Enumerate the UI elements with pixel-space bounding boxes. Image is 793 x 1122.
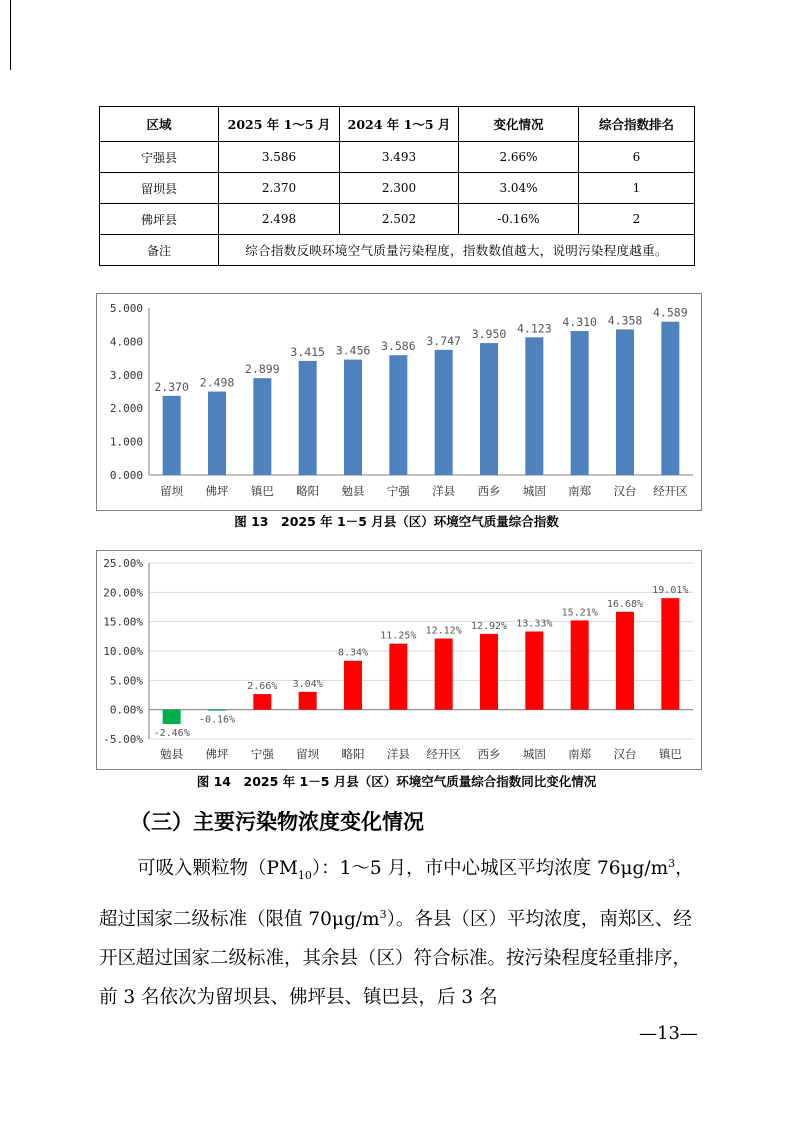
y-tick-label: 5.00% — [109, 674, 143, 688]
y-tick-label: 25.00% — [103, 557, 143, 570]
unit-superscript: 3 — [668, 857, 676, 870]
data-label: 4.123 — [517, 321, 552, 336]
bar — [571, 620, 589, 709]
table-row — [100, 142, 695, 173]
paragraph-rest: ）。各县（区）平均浓度，南郑区、经开区超过国家二级标准，其余县（区）符合标准。按污染程度轻重排序，前 3 名依次为留坝县、佛坪县、镇巴县，后 3 名 — [99, 909, 692, 1008]
x-tick-label: 镇巴 — [250, 484, 274, 498]
x-tick-label: 汉台 — [613, 484, 637, 498]
data-label: -0.16% — [198, 714, 236, 726]
data-label: 3.950 — [471, 327, 507, 342]
paragraph-mid2: ，超过国家二级标准（限值 70μg/m — [99, 858, 694, 930]
header-2025: 2025 年 1～5 月 — [219, 107, 340, 142]
header-change: 变化情况 — [459, 107, 579, 142]
data-label: 2.498 — [199, 375, 235, 390]
composite-index-chart — [96, 293, 702, 511]
x-tick-label: 佛坪 — [205, 484, 229, 498]
y-tick-label: 15.00% — [103, 615, 143, 629]
data-label: 4.310 — [562, 315, 597, 330]
figure-14-caption: 图 14 2025 年 1－5 月县（区）环境空气质量综合指数同比变化情况 — [196, 774, 597, 789]
cell-2025: 2.370 — [219, 173, 340, 204]
bar — [163, 710, 181, 724]
x-tick-label: 西乡 — [477, 484, 501, 498]
data-label: 2.66% — [247, 681, 278, 693]
paragraph-lead: 可吸入颗粒物（PM — [137, 858, 298, 880]
x-tick-label: 留坝 — [296, 747, 320, 761]
y-tick-label: 10.00% — [103, 645, 143, 658]
cell-region: 佛坪县 — [100, 204, 219, 235]
x-tick-label: 汉台 — [613, 747, 637, 761]
pm-subscript: 10 — [297, 868, 312, 882]
bar — [344, 661, 362, 710]
bar — [616, 612, 634, 710]
cell-2024: 2.300 — [340, 173, 459, 204]
x-tick-label: 洋县 — [432, 484, 456, 498]
y-tick-label: 5.000 — [109, 302, 143, 315]
crop-mark — [10, 0, 11, 70]
yoy-change-chart — [96, 550, 702, 770]
x-tick-label: 南郑 — [568, 747, 592, 761]
table-row — [100, 173, 695, 204]
data-label: 12.12% — [425, 625, 462, 637]
bar — [163, 396, 181, 475]
data-label: 4.358 — [607, 313, 643, 328]
bar — [661, 322, 679, 475]
bar — [389, 355, 407, 475]
x-tick-label: 经开区 — [653, 484, 688, 498]
air-quality-table — [99, 106, 695, 266]
y-tick-label: 1.000 — [109, 435, 143, 449]
header-2024: 2024 年 1～5 月 — [340, 107, 459, 142]
composite-index-chart-svg — [97, 294, 701, 510]
bar — [435, 639, 453, 710]
cell-2025: 2.498 — [219, 204, 340, 235]
table-row — [100, 204, 695, 235]
bar — [435, 350, 453, 475]
cell-region: 留坝县 — [100, 173, 219, 204]
cell-change: 2.66% — [459, 142, 579, 173]
unit-superscript: 3 — [379, 907, 387, 921]
cell-rank: 1 — [579, 173, 695, 204]
x-tick-label: 城固 — [522, 747, 546, 761]
x-tick-label: 洋县 — [386, 747, 410, 761]
bar — [253, 378, 271, 475]
note-text: 综合指数反映环境空气质量污染程度，指数数值越大，说明污染程度越重。 — [219, 235, 695, 266]
data-label: 11.25% — [380, 630, 417, 642]
bar — [525, 337, 543, 475]
data-label: 3.456 — [335, 343, 371, 358]
cell-rank: 6 — [579, 142, 695, 173]
y-tick-label: 0.000 — [109, 469, 143, 482]
section-heading: （三）主要污染物浓度变化情况 — [130, 810, 424, 834]
yoy-change-chart-svg — [97, 551, 701, 769]
data-label: 19.01% — [652, 585, 689, 597]
x-tick-label: 镇巴 — [658, 747, 682, 761]
bar — [253, 694, 271, 710]
x-tick-label: 宁强 — [250, 747, 274, 761]
cell-2024: 2.502 — [340, 204, 459, 235]
data-label: 3.586 — [381, 339, 416, 354]
bar — [480, 634, 498, 710]
cell-2025: 3.586 — [219, 142, 340, 173]
data-label: 3.747 — [426, 333, 461, 348]
x-tick-label: 经开区 — [426, 747, 461, 761]
bar — [661, 598, 679, 710]
figure-13-caption: 图 13 2025 年 1－5 月县（区）环境空气质量综合指数 — [234, 514, 559, 529]
x-tick-label: 城固 — [522, 484, 546, 498]
table-header-row — [100, 107, 695, 142]
data-label: 12.92% — [470, 620, 508, 632]
x-tick-label: 略阳 — [296, 484, 320, 498]
y-tick-label: 3.000 — [109, 368, 143, 382]
data-label: 2.370 — [154, 379, 189, 394]
bar — [616, 329, 634, 475]
bar — [208, 392, 226, 475]
y-tick-label: -5.00% — [103, 733, 143, 746]
bar — [208, 710, 226, 711]
data-label: 3.415 — [290, 344, 325, 359]
data-label: 2.899 — [245, 362, 280, 377]
header-rank: 综合指数排名 — [579, 107, 695, 142]
data-label: 16.68% — [606, 598, 644, 610]
cell-region: 宁强县 — [100, 142, 219, 173]
x-tick-label: 南郑 — [568, 484, 592, 498]
data-label: 3.04% — [292, 678, 323, 690]
cell-change: -0.16% — [459, 204, 579, 235]
x-tick-label: 佛坪 — [205, 747, 229, 761]
bar — [571, 331, 589, 475]
y-tick-label: 0.00% — [109, 703, 143, 717]
page-number: —13— — [639, 1023, 698, 1044]
bar — [344, 360, 362, 475]
data-label: 15.21% — [561, 607, 598, 619]
bar — [299, 361, 317, 475]
cell-2024: 3.493 — [340, 142, 459, 173]
x-tick-label: 留坝 — [160, 484, 184, 498]
cell-change: 3.04% — [459, 173, 579, 204]
header-region: 区域 — [100, 107, 219, 142]
cell-rank: 2 — [579, 204, 695, 235]
paragraph-mid1: ）：1～5 月，市中心城区平均浓度 76μg/m — [311, 858, 669, 880]
data-label: 4.589 — [653, 305, 688, 320]
x-tick-label: 勉县 — [341, 484, 365, 498]
bar — [299, 692, 317, 710]
bar — [389, 644, 407, 710]
bar — [480, 343, 498, 475]
body-paragraph — [99, 844, 699, 1017]
data-label: 8.34% — [337, 647, 369, 659]
note-label: 备注 — [100, 235, 219, 266]
data-label: -2.46% — [153, 728, 190, 740]
x-tick-label: 宁强 — [386, 484, 410, 498]
y-tick-label: 2.000 — [109, 402, 143, 416]
table-note-row — [100, 235, 695, 266]
y-tick-label: 4.000 — [109, 335, 143, 349]
data-label: 13.33% — [516, 618, 553, 630]
x-tick-label: 西乡 — [477, 747, 501, 761]
bar — [525, 631, 543, 709]
x-tick-label: 勉县 — [160, 747, 184, 761]
x-tick-label: 略阳 — [341, 747, 365, 761]
y-tick-label: 20.00% — [103, 586, 143, 600]
